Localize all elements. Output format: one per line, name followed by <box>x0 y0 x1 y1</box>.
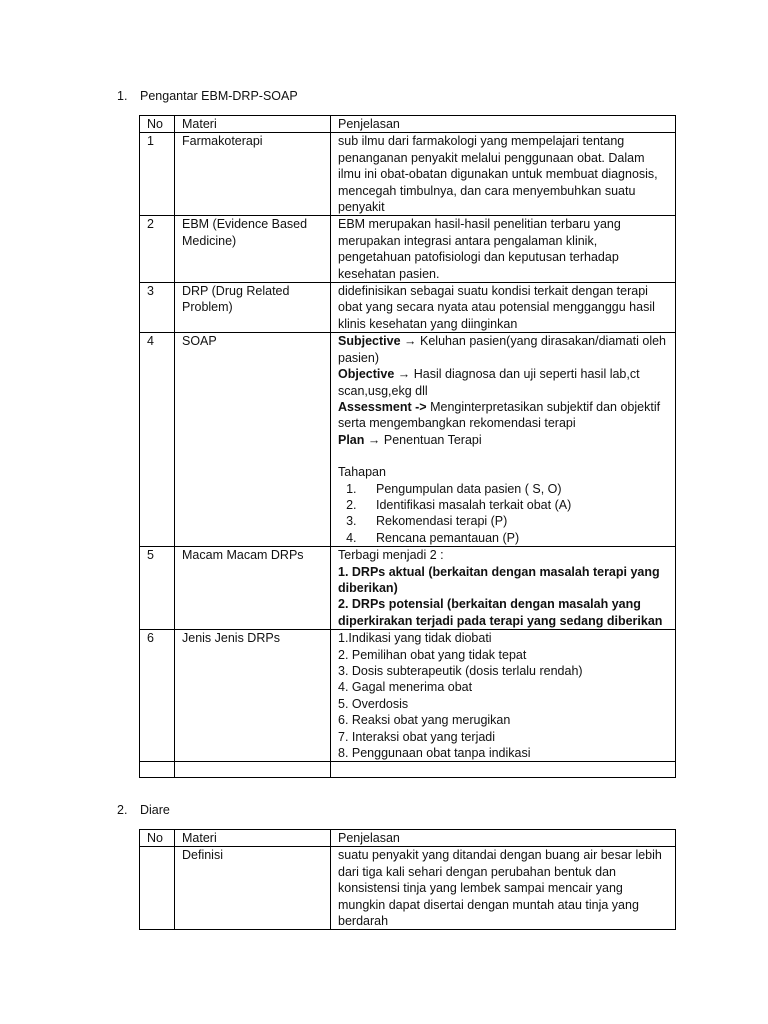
list-item: 5. Overdosis <box>338 696 409 711</box>
row-penjelasan: sub ilmu dari farmakologi yang mempelajari tentang penanganan penyakit melalui penggunaan obat. Dalam ilmu ini obat-obatan digunakan untuk membuat diagnosis, mencegah timbulnya, dan cara menyembuhkan suatu penyakit <box>331 133 676 216</box>
soap-assessment-text: Menginterpretasikan subjektif dan objektif serta mengembangkan rekomendasi terapi <box>338 399 661 431</box>
section-1-number: 1. <box>117 89 128 103</box>
row-materi: Macam Macam DRPs <box>175 547 331 630</box>
section-2-number: 2. <box>117 803 128 817</box>
soap-plan-text: Penentuan Terapi <box>383 432 482 447</box>
list-item: 1.Indikasi yang tidak diobati <box>338 631 492 646</box>
list-item: 3. Rekomendasi terapi (P) <box>360 513 668 529</box>
table-row <box>140 847 676 930</box>
table-row <box>140 133 676 216</box>
table-row-empty <box>140 762 676 778</box>
row-no: 1 <box>140 133 175 216</box>
header-no: No <box>140 830 175 847</box>
soap-plan <box>338 432 668 448</box>
drps-item-potensial: 2. DRPs potensial (berkaitan dengan masalah yang diperkirakan terjadi pada terapi yang sedang diberikan <box>338 597 663 628</box>
row-penjelasan: EBM merupakan hasil-hasil penelitian terbaru yang merupakan integrasi antara pengalaman klinik, pengetahuan patofisiologi dan keputusan terhadap kesehatan pasien. <box>331 216 676 283</box>
row-materi: EBM (Evidence Based Medicine) <box>175 216 331 283</box>
list-item: 1. Pengumpulan data pasien ( S, O) <box>360 481 668 497</box>
section-1-title: Pengantar EBM-DRP-SOAP <box>140 89 298 103</box>
header-penjelasan: Penjelasan <box>331 116 676 133</box>
table-row <box>140 283 676 333</box>
row-materi: Farmakoterapi <box>175 133 331 216</box>
section-2-table <box>139 829 676 930</box>
soap-explanation <box>331 333 676 547</box>
header-no: No <box>140 116 175 133</box>
list-item: 4. Gagal menerima obat <box>338 680 473 695</box>
row-no <box>140 847 175 930</box>
header-materi: Materi <box>175 830 331 847</box>
row-materi: Definisi <box>175 847 331 930</box>
row-no: 3 <box>140 283 175 333</box>
row-materi: Jenis Jenis DRPs <box>175 630 331 762</box>
list-item: 8. Penggunaan obat tanpa indikasi <box>338 746 531 761</box>
list-item: 2. Pemilihan obat yang tidak tepat <box>338 647 527 662</box>
empty-cell <box>175 762 331 778</box>
arrow-right-icon: → <box>404 334 417 349</box>
soap-plan-label: Plan <box>338 432 365 447</box>
row-no: 5 <box>140 547 175 630</box>
section-2-heading <box>117 802 170 818</box>
table-row <box>140 216 676 283</box>
soap-subjective <box>338 333 668 366</box>
soap-subjective-text: Keluhan pasien(yang dirasakan/diamati oleh pasien) <box>338 334 666 365</box>
table-row <box>140 630 676 762</box>
spacer <box>338 448 668 464</box>
list-item: 6. Reaksi obat yang merugikan <box>338 713 511 728</box>
header-penjelasan: Penjelasan <box>331 830 676 847</box>
row-no: 4 <box>140 333 175 547</box>
table-header-row <box>140 830 676 847</box>
soap-assessment <box>338 399 668 432</box>
table-header-row <box>140 116 676 133</box>
soap-objective-label: Objective <box>338 367 395 382</box>
tahapan-label: Tahapan <box>338 465 386 480</box>
soap-objective-text: Hasil diagnosa dan uji seperti hasil lab,ct scan,usg,ekg dll <box>338 367 640 398</box>
row-materi: DRP (Drug Related Problem) <box>175 283 331 333</box>
list-item: 3. Dosis subterapeutik (dosis terlalu rendah) <box>338 664 583 678</box>
empty-cell <box>331 762 676 778</box>
drps-item-aktual: 1. DRPs aktual (berkaitan dengan masalah terapi yang diberikan) <box>338 564 660 595</box>
table-row <box>140 333 676 547</box>
table-row <box>140 547 676 630</box>
row-no: 2 <box>140 216 175 283</box>
list-item: 4. Rencana pemantauan (P) <box>360 530 668 546</box>
section-2-title: Diare <box>140 803 170 817</box>
soap-objective <box>338 366 668 399</box>
soap-assessment-label: Assessment -> <box>338 399 427 414</box>
row-penjelasan: didefinisikan sebagai suatu kondisi terkait dengan terapi obat yang secara nyata atau potensial mengganggu hasil klinis kesehatan yang diinginkan <box>331 283 676 333</box>
soap-subjective-label: Subjective <box>338 334 401 349</box>
section-1-table <box>139 115 676 778</box>
row-penjelasan: suatu penyakit yang ditandai dengan buang air besar lebih dari tiga kali sehari dengan perubahan bentuk dan konsistensi tinja yang lembek sampai mencair yang mungkin dapat disertai dengan muntah atau tinja yang berdarah <box>331 847 676 930</box>
list-item: 7. Interaksi obat yang terjadi <box>338 729 496 744</box>
empty-cell <box>140 762 175 778</box>
tahapan-list <box>338 481 668 547</box>
row-materi: SOAP <box>175 333 331 547</box>
arrow-right-icon: → <box>397 367 411 382</box>
drps-explanation <box>331 547 676 630</box>
jenis-drps-list <box>331 630 676 762</box>
row-no: 6 <box>140 630 175 762</box>
drps-intro: Terbagi menjadi 2 : <box>338 548 444 563</box>
arrow-right-icon: → <box>367 432 381 447</box>
header-materi: Materi <box>175 116 331 133</box>
list-item: 2. Identifikasi masalah terkait obat (A) <box>360 497 668 513</box>
section-1-heading <box>117 88 298 104</box>
